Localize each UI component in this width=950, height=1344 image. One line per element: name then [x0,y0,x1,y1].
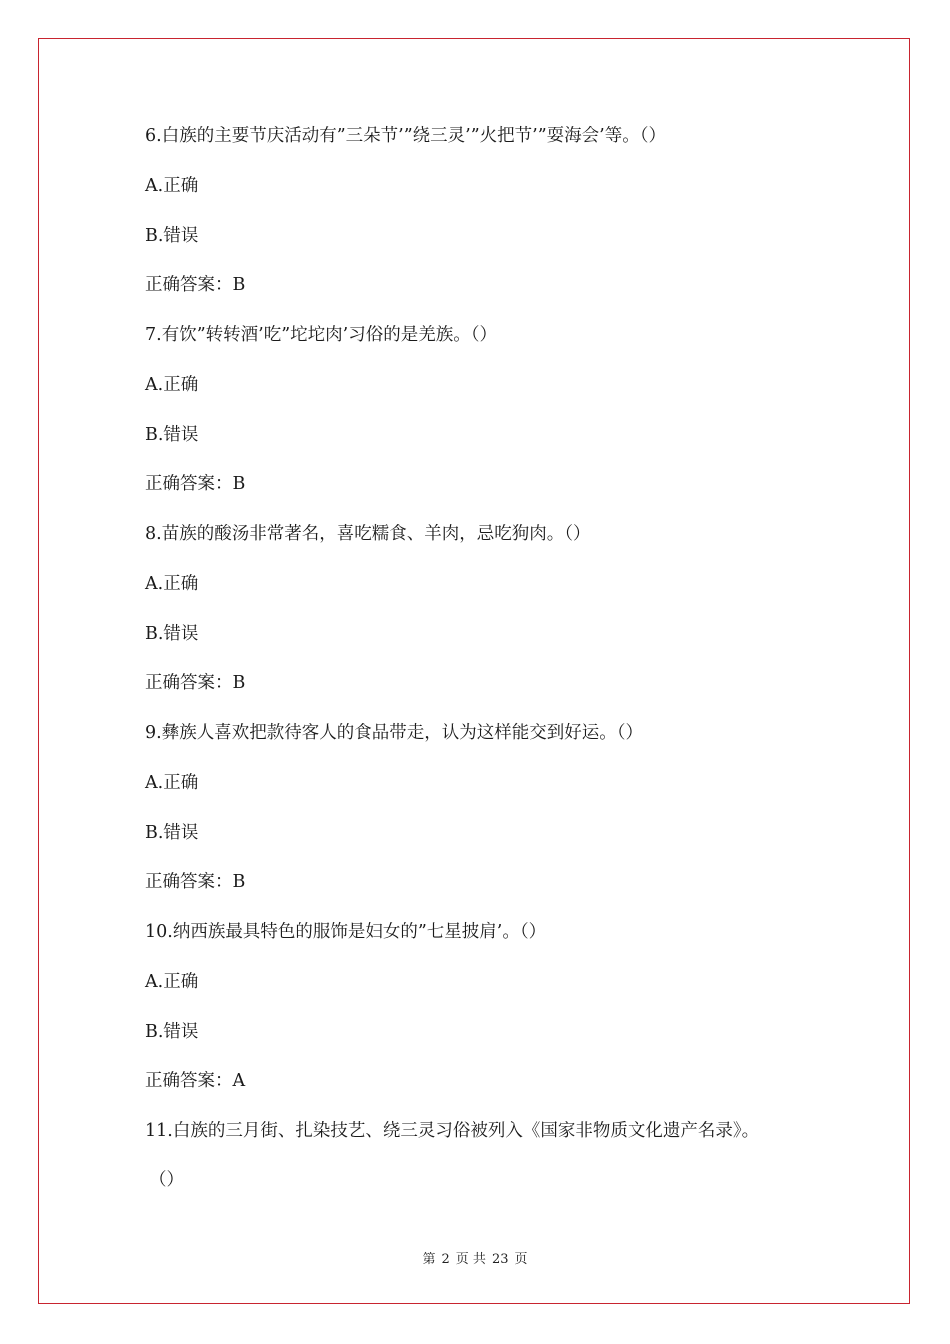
question-9-stem: 9.彝族人喜欢把款待客人的食品带走，认为这样能交到好运。（） [145,723,643,743]
footer-middle: 页 共 [455,1252,486,1267]
question-11-stem-continuation: （） [149,1170,184,1190]
footer-page-number: 2 [441,1252,450,1267]
footer-suffix: 页 [514,1252,528,1267]
question-8-option-b: B.错误 [145,624,199,644]
question-11-stem: 11.白族的三月街、扎染技艺、绕三灵习俗被列入《国家非物质文化遗产名录》。 [145,1121,760,1141]
question-6-stem: 6.白族的主要节庆活动有”三朵节’”绕三灵’”火把节’”耍海会’等。（） [145,126,666,146]
question-9-option-b: B.错误 [145,823,199,843]
question-7-stem: 7.有饮”转转酒’吃”坨坨肉’习俗的是羌族。（） [145,325,497,345]
question-6-option-a: A.正确 [145,176,199,196]
question-8-stem: 8.苗族的酸汤非常著名，喜吃糯食、羊肉，忌吃狗肉。（） [145,524,591,544]
question-8-option-a: A.正确 [145,574,199,594]
question-7-option-b: B.错误 [145,425,199,445]
question-10-option-b: B.错误 [145,1022,199,1042]
question-8-answer: 正确答案：B [145,673,246,693]
question-10-stem: 10.纳西族最具特色的服饰是妇女的”七星披肩’。（） [145,922,547,942]
question-6-answer: 正确答案：B [145,275,246,295]
question-10-answer: 正确答案：A [145,1071,246,1091]
question-9-answer: 正确答案：B [145,872,246,892]
question-7-answer: 正确答案：B [145,474,246,494]
footer-prefix: 第 [422,1252,436,1267]
question-7-option-a: A.正确 [145,375,199,395]
page-footer [0,1248,950,1267]
question-9-option-a: A.正确 [145,773,199,793]
question-6-option-b: B.错误 [145,226,199,246]
footer-total-pages: 23 [491,1252,509,1267]
question-10-option-a: A.正确 [145,972,199,992]
